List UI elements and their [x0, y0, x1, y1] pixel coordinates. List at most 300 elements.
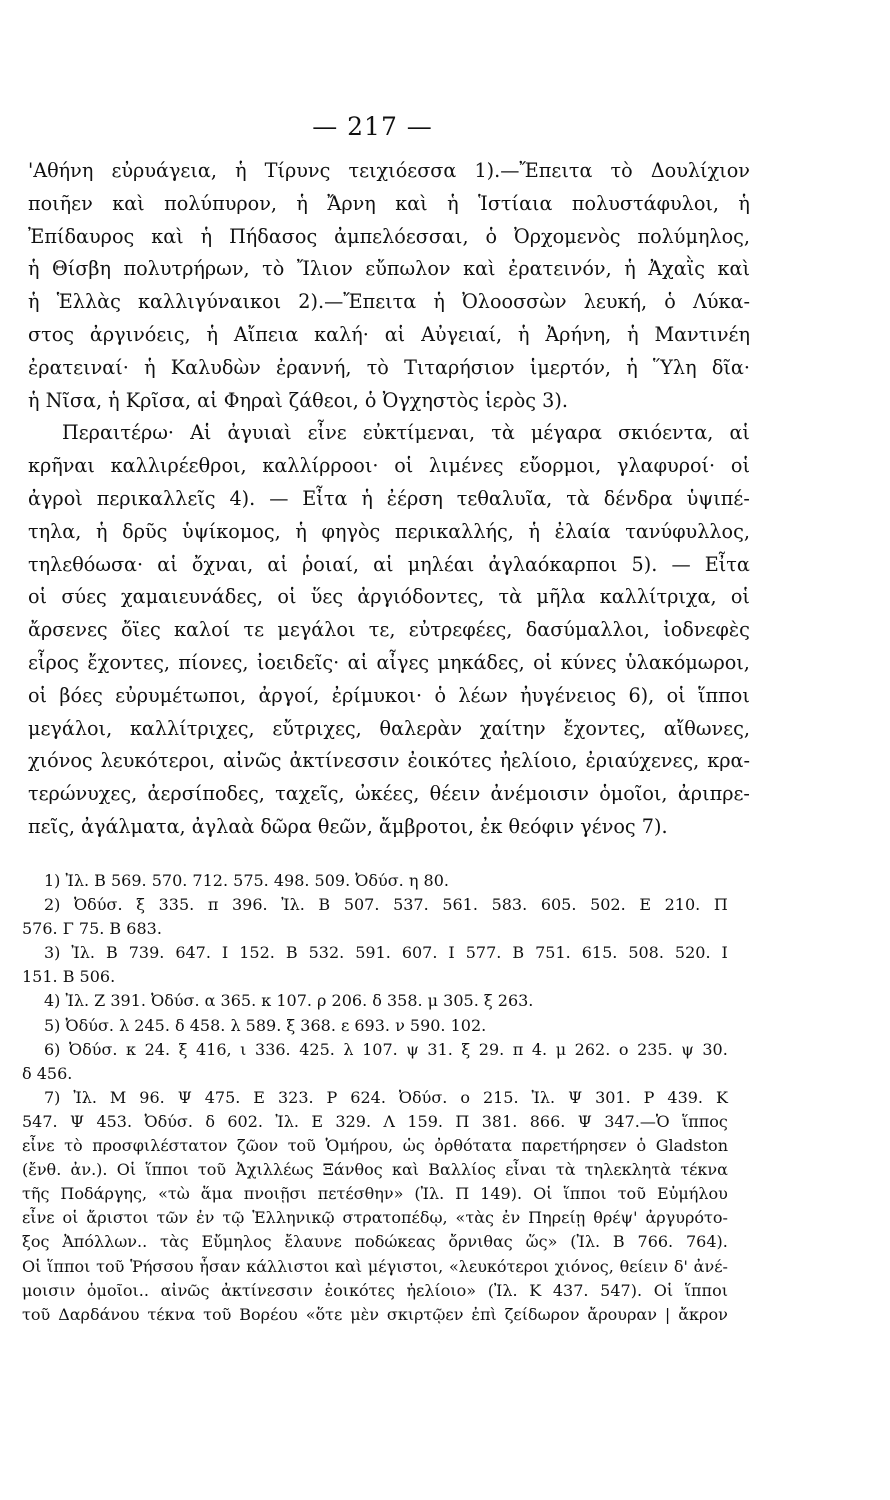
word: Ψ	[577, 1111, 592, 1131]
word: ἀργινόεις,	[89, 322, 191, 346]
word: Ρ	[643, 1087, 655, 1107]
word: ἔχοντες,	[563, 716, 647, 740]
word: σκιρτῷεν	[386, 1304, 464, 1324]
word: ἐοικότες	[407, 749, 492, 773]
word: ὑλακόμωροι,	[625, 650, 750, 674]
word: ἡ	[295, 519, 307, 543]
word: 2).—Ἔπειτα	[298, 290, 417, 314]
word: ἐρατεινόν,	[508, 257, 612, 281]
word: Β	[285, 943, 298, 963]
footnote-line	[22, 1303, 728, 1327]
word: ψ	[681, 1039, 694, 1059]
word: 520.	[674, 943, 711, 963]
word: ὁ	[664, 290, 676, 314]
word: θρέψ'	[593, 1208, 638, 1228]
word: 7)	[44, 1087, 61, 1107]
word: Κ	[715, 1087, 728, 1107]
word: ἐπὶ	[471, 1304, 497, 1324]
word: εἶνε	[307, 421, 347, 445]
word: ὁμοῖοι,	[599, 782, 668, 806]
word: ξ	[136, 895, 145, 915]
word: Μ	[109, 1087, 127, 1107]
word: Αἱ	[190, 421, 212, 445]
word: Αἴπεια	[233, 322, 299, 346]
word: ἀνέμοισιν	[490, 782, 589, 806]
word: «τὰς	[455, 1208, 494, 1228]
word: δ'	[673, 1256, 688, 1276]
word: λέων	[458, 683, 508, 707]
word: 4.	[531, 1039, 548, 1059]
text-line	[28, 549, 750, 582]
word: ἐρατειναί·	[28, 355, 129, 379]
text-line	[28, 581, 750, 614]
word: 335.	[158, 895, 195, 915]
word: 425.	[299, 1039, 335, 1059]
word: οἱ	[28, 585, 48, 609]
word: τε	[243, 618, 265, 642]
word: ἡ	[28, 290, 40, 314]
word: ἀκτίνεσσιν	[289, 749, 400, 773]
word: ἐοικότες	[324, 1280, 395, 1300]
word: ἡ	[517, 322, 530, 346]
word: ἄρσενες	[28, 618, 108, 642]
word: (Ἰλ.	[570, 1232, 601, 1252]
text-line	[28, 352, 750, 385]
word: τοῦ	[203, 1304, 232, 1324]
word: 602.	[227, 1111, 263, 1131]
word: ἡ	[528, 519, 540, 543]
word: θέειν	[429, 782, 481, 806]
word: πνοιῇσι	[243, 1184, 307, 1204]
word: ποιῆεν	[28, 191, 93, 215]
text-line	[28, 319, 750, 352]
word: αἱ	[267, 552, 288, 576]
word: ὁ	[485, 224, 498, 248]
text-line	[28, 680, 750, 713]
word: 159.	[407, 1111, 443, 1131]
word: μῆλα	[536, 585, 586, 609]
word: ἐρίμυκοι·	[331, 683, 423, 707]
word: Οἱ	[653, 1280, 674, 1300]
word: τοῦ	[22, 1304, 51, 1324]
word: ὁ	[636, 1136, 647, 1156]
word: δένδρα	[603, 486, 673, 510]
word: τὰ	[498, 585, 523, 609]
word: 6)	[44, 1039, 61, 1059]
footnote-line	[22, 1182, 728, 1206]
word: Ψ	[568, 1087, 583, 1107]
word: καλλίτριχες,	[129, 716, 255, 740]
word: ὥς»	[525, 1232, 558, 1252]
word: Ι	[448, 943, 455, 963]
word: ποδώκεας	[354, 1232, 436, 1252]
word: ἀγροὶ	[28, 486, 83, 510]
word: ἵπποι	[684, 1280, 728, 1300]
word: Ἀρήνη,	[545, 322, 612, 346]
word: Ποδάργης,	[60, 1184, 148, 1204]
word: εἶνε	[22, 1208, 55, 1228]
word: κρα-	[707, 749, 750, 773]
word: τανύφυλλος,	[625, 519, 750, 543]
word: ἀκτίνεσσιν	[221, 1280, 313, 1300]
word: ὄχναι,	[191, 552, 254, 576]
text-line	[28, 253, 750, 286]
footnote-line	[22, 1086, 728, 1110]
text-line: ἡ Νῖσα, ἡ Κρῖσα, αἱ Φηραὶ ζάθεοι, ὁ Ὀγχηστὸς ἱερὸς 3).	[28, 388, 568, 412]
word: λευκή,	[583, 290, 648, 314]
word: ἄριστοι	[86, 1208, 149, 1228]
word: ἀμπελόεσσαι,	[334, 224, 469, 248]
word: 764).	[685, 1232, 728, 1252]
word: πίονες,	[178, 650, 249, 674]
word: ἔχοντες,	[87, 650, 170, 674]
word: ἡ	[738, 191, 750, 215]
word: τηλα,	[28, 519, 82, 543]
word: λ	[343, 1039, 354, 1059]
word: ὑψιπέ-	[686, 486, 750, 510]
word: τέκνα	[147, 1304, 196, 1324]
word: ο	[618, 1039, 629, 1059]
word: ἡ	[626, 355, 638, 379]
word: χαμαιευνάδες,	[121, 585, 264, 609]
word: τηλεκλητὰ	[584, 1160, 672, 1180]
word: Εὔμηλος	[201, 1232, 272, 1252]
word: 624.	[350, 1087, 386, 1107]
word: Ἰλ.	[73, 1087, 97, 1107]
footnote-line	[22, 1158, 728, 1182]
word: τέκνα	[680, 1160, 728, 1180]
word: Καλυδὼν	[170, 355, 261, 379]
word: τοῦ	[96, 1256, 125, 1276]
word: Π	[455, 1111, 470, 1131]
footnote-line: 4) Ἰλ. Ζ 391. Ὀδύσ. α 365. κ 107. ρ 206. δ 358. μ 305. ξ 263.	[44, 991, 534, 1011]
word: εὐρυάγεια,	[111, 159, 217, 182]
word: ὄρνιθας	[448, 1232, 513, 1252]
word: Ὀδύσ.	[398, 1087, 448, 1107]
word: 3)	[44, 943, 61, 963]
word: ἡ	[296, 191, 308, 215]
word: ἐραννή,	[276, 355, 352, 379]
footnote-line: δ 456.	[22, 1063, 73, 1083]
word: ἰοδνεφὲς	[663, 618, 750, 642]
word: Θίσβη	[52, 257, 111, 281]
word: τειχιόεσσα	[348, 159, 457, 182]
word: ἵπποι	[698, 683, 750, 707]
word: Β	[318, 895, 331, 915]
word: 766.	[637, 1232, 674, 1252]
word: Ι	[221, 943, 229, 963]
word: τὰ	[566, 486, 590, 510]
footnote-line	[22, 1110, 728, 1134]
word: ἵππος	[681, 1111, 728, 1131]
word: πολύμηλος,	[637, 224, 750, 248]
word: —	[269, 486, 289, 510]
word: —	[671, 552, 691, 576]
word: 1).—Ἔπειτα	[474, 159, 593, 182]
text-line	[28, 450, 750, 483]
word: αἰνῶς	[222, 749, 282, 773]
word: 6),	[628, 683, 655, 707]
word: αἱ	[373, 552, 394, 576]
footnote-line	[22, 893, 728, 917]
word: (Ἰλ.	[414, 1184, 445, 1204]
word: μοισιν	[22, 1280, 76, 1300]
text-line	[28, 221, 750, 254]
word: Ρ	[326, 1087, 338, 1107]
word: στος	[28, 322, 75, 346]
word: Ἰλ.	[275, 1111, 299, 1131]
word: ἀργοί,	[258, 683, 320, 707]
word: ῥοιαί,	[302, 552, 359, 576]
text-line	[28, 188, 750, 221]
word: γλαφυροί·	[617, 454, 716, 478]
word: πετέσθην»	[317, 1184, 404, 1204]
word: ἡ	[28, 257, 40, 281]
word: 2)	[44, 895, 61, 915]
word: περικαλλεῖς	[96, 486, 216, 510]
word: καὶ	[395, 191, 428, 215]
word: Πηρείῃ	[528, 1208, 586, 1228]
footnote-line	[22, 941, 728, 965]
word: εὔτριχες,	[272, 716, 362, 740]
word: Ἑλλὰς	[56, 290, 121, 314]
word: 215.	[482, 1087, 519, 1107]
word: μέγαρα	[530, 421, 602, 445]
word: τὸ	[64, 1136, 83, 1156]
word: δῖα·	[711, 355, 750, 379]
word: ἡ	[95, 519, 108, 543]
word: Οἱ	[22, 1256, 42, 1276]
word: αἱ	[384, 322, 406, 346]
word: καὶ	[463, 257, 496, 281]
word: 24.	[144, 1039, 171, 1059]
word: Ὀρχομενὸς	[513, 224, 621, 248]
word: τὰ	[491, 421, 515, 445]
word: Ὕλη	[652, 355, 697, 379]
word: Ἰλ.	[281, 895, 305, 915]
word: ζῶον	[237, 1136, 279, 1156]
word: ὑψίκομος,	[182, 519, 281, 543]
text-line	[28, 286, 750, 319]
footnote-line: 5) Ὀδύσ. λ 245. δ 458. λ 589. ξ 368. ε 693. ν 590. 102.	[44, 1015, 487, 1035]
word: τε,	[368, 618, 396, 642]
word: ὠκέες,	[354, 782, 420, 806]
word: οἱ	[533, 650, 553, 674]
word: οἱ	[28, 683, 48, 707]
word: Ἐπίδαυρος	[28, 224, 135, 248]
word: 583.	[491, 895, 528, 915]
word: οἱ	[277, 585, 297, 609]
word: ἡ	[144, 355, 156, 379]
word: 329.	[335, 1111, 372, 1131]
word: τὸ	[366, 355, 389, 379]
word: 396.	[231, 895, 268, 915]
word: 'Αθήνη	[28, 159, 94, 182]
word: ἱμερτόν,	[529, 355, 611, 379]
word: μηκάδες,	[437, 650, 525, 674]
word: ἐριαύχενες,	[585, 749, 700, 773]
footnote-line	[22, 1206, 728, 1230]
word: στρατοπέδῳ,	[342, 1208, 448, 1228]
word: 96.	[139, 1087, 165, 1107]
word: (ἔνθ.	[22, 1160, 62, 1180]
word: ταχεῖς,	[275, 782, 345, 806]
word: ὁμοῖοι..	[86, 1280, 149, 1300]
word: ἀργυρότο-	[645, 1208, 728, 1228]
word: Κ	[529, 1280, 542, 1300]
word: κρῆναι	[28, 454, 95, 478]
word: τῶν	[156, 1208, 189, 1228]
word: εἶναι	[505, 1160, 547, 1180]
word: 5).	[631, 552, 658, 576]
word: ἡ	[200, 224, 213, 248]
word: αἱ	[157, 552, 178, 576]
word: περικαλλής,	[394, 519, 514, 543]
word: 439.	[667, 1087, 704, 1107]
word: Βαλλίος	[428, 1160, 496, 1180]
text-line	[28, 647, 750, 680]
word: ὁ	[434, 683, 447, 707]
word: 30.	[702, 1039, 728, 1059]
word: τοῦ	[287, 1136, 316, 1156]
word: ἠυγένειος	[520, 683, 617, 707]
word: 647.	[175, 943, 211, 963]
text-line	[28, 713, 750, 746]
word: προσφιλέστατον	[92, 1136, 228, 1156]
word: ἀριπρε-	[677, 782, 750, 806]
word: Ι	[721, 943, 728, 963]
word: 615.	[581, 943, 618, 963]
word: 547.	[22, 1111, 58, 1131]
word: κ	[126, 1039, 137, 1059]
footnote-line: 151. Β 506.	[22, 967, 116, 987]
word: ἀγυιαὶ	[227, 421, 292, 445]
word: Εὐμήλου	[656, 1184, 728, 1204]
word: Ψ	[177, 1087, 192, 1107]
word: οἱ	[666, 683, 686, 707]
word: ἄρουραν	[587, 1304, 657, 1324]
word: 262.	[574, 1039, 611, 1059]
word: ἔλαυνε	[284, 1232, 342, 1252]
word: δασύμαλλοι,	[525, 618, 650, 642]
word: Οἱ	[116, 1160, 137, 1180]
word: λιμένες	[429, 454, 504, 478]
word: οἱ	[730, 585, 750, 609]
word: καὶ	[151, 224, 184, 248]
word: Ἴλιον	[296, 257, 353, 281]
word: μεγάλοι	[277, 618, 356, 642]
word: Ψ	[70, 1111, 85, 1131]
word: π	[207, 895, 219, 915]
word: τὸ	[262, 257, 285, 281]
text-line	[28, 155, 750, 188]
word: καὶ	[717, 257, 750, 281]
word: Ἰλ.	[531, 1087, 556, 1107]
word: Εἶτα	[302, 486, 348, 510]
word: χαίτην	[479, 716, 546, 740]
word: Ε	[639, 895, 651, 915]
word: 739.	[128, 943, 165, 963]
word: Εἶτα	[704, 552, 750, 576]
word: 532.	[308, 943, 345, 963]
word: καλλιγύναικοι	[137, 290, 282, 314]
word: Β	[105, 943, 118, 963]
word: 107.	[362, 1039, 398, 1059]
word: 210.	[664, 895, 701, 915]
word: τῆς	[22, 1184, 50, 1204]
text-line	[28, 778, 750, 811]
word: ἡ	[624, 257, 636, 281]
word: 508.	[628, 943, 664, 963]
word: Gladston	[655, 1136, 728, 1156]
word: (Ἰλ.	[487, 1280, 518, 1300]
word: Β	[512, 943, 525, 963]
word: μέγιστοι,	[367, 1256, 444, 1276]
word: εὔορμοι,	[519, 454, 602, 478]
word: καὶ	[112, 191, 145, 215]
word: Μαντινέη	[654, 322, 750, 346]
word: ἀργιόδοντες,	[357, 585, 485, 609]
word: τερώνυχες,	[28, 782, 138, 806]
word: εὐκτίμεναι,	[362, 421, 476, 445]
word: 29.	[478, 1039, 505, 1059]
word: Ὀδύσ.	[144, 1111, 193, 1131]
word: Ῥήσσου	[130, 1256, 194, 1276]
word: ζείδωρον	[504, 1304, 580, 1324]
word: οἱ	[394, 454, 414, 478]
word: Ἰλ.	[71, 943, 95, 963]
footnote-line	[22, 1255, 728, 1279]
word: αἱ	[729, 421, 750, 445]
word: ἵπποι	[47, 1256, 91, 1276]
word: κύνες	[560, 650, 617, 674]
text-line	[28, 483, 750, 516]
word: δρῦς	[122, 519, 168, 543]
word: Ἀπόλλων..	[62, 1232, 148, 1252]
word: Π	[713, 895, 728, 915]
word: πολύπυρον,	[164, 191, 277, 215]
word: |	[664, 1304, 671, 1324]
word: θείειν	[619, 1256, 669, 1276]
word: αἱ	[347, 650, 369, 674]
main-text	[28, 155, 750, 844]
word: 605.	[540, 895, 577, 915]
word: εἶνε	[22, 1136, 55, 1156]
word: ξ	[178, 1039, 188, 1059]
word: καλλίτριχα,	[599, 585, 717, 609]
word: 507.	[343, 895, 380, 915]
word: Τίρυνς	[264, 159, 331, 182]
text-line	[28, 516, 750, 549]
word: Ὀδύσ.	[74, 895, 123, 915]
text-line	[28, 745, 750, 778]
word: μ	[555, 1039, 567, 1059]
word: αἴθωνες,	[663, 716, 750, 740]
word: φηγὸς	[321, 519, 381, 543]
word: ὀρθότατα	[434, 1136, 512, 1156]
word: 301.	[595, 1087, 631, 1107]
word: τὸ	[610, 159, 633, 182]
word: Ε	[253, 1087, 265, 1107]
word: 577.	[465, 943, 502, 963]
word: ἵπποι	[145, 1160, 189, 1180]
word: ἄκρον	[678, 1304, 728, 1324]
word: ἠελίοιο»	[406, 1280, 477, 1300]
word: ἡ	[235, 159, 247, 182]
footnote-line	[22, 1134, 728, 1158]
word: ἡ	[447, 191, 459, 215]
word: χιόνος,	[554, 1256, 614, 1276]
